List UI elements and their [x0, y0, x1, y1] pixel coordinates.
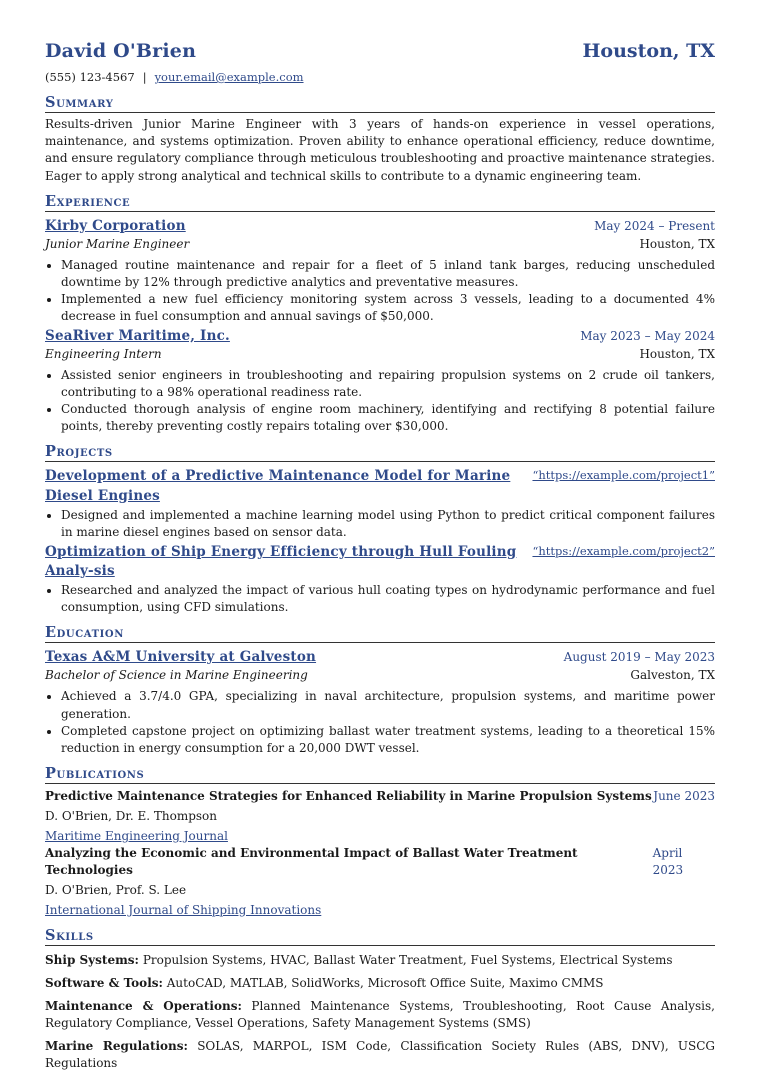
section-title-summary: Summary: [45, 94, 715, 113]
publication-journal-link[interactable]: International Journal of Shipping Innovations: [45, 902, 322, 917]
resume-page: [45, 0, 715, 1072]
skill-value: Planned Maintenance Systems, Troubleshooting, Root Cause Analysis, Regulatory Compliance, Vessel Operations, Safety Management Systems (SMS): [45, 999, 715, 1031]
project-url-link[interactable]: “https://example.com/project1”: [532, 468, 715, 483]
project-title-link[interactable]: Optimization of Ship Energy Efficiency through Hull Fouling Analy-sis: [45, 543, 517, 579]
bullet-item: • Assisted senior engineers in troubleshooting and repairing propulsion systems on 2 crude oil tankers, contributing to a 98% operational readiness rate.: [61, 367, 715, 401]
skill-value: Propulsion Systems, HVAC, Ballast Water Treatment, Fuel Systems, Electrical Systems: [142, 953, 673, 968]
experience-entry: [45, 217, 715, 325]
bullet-item: • Managed routine maintenance and repair for a fleet of 5 inland tank barges, reducing unscheduled downtime by 12% through predictive analytics and preventative measures.: [61, 257, 715, 291]
section-title-projects: Projects: [45, 443, 715, 462]
publication-authors: D. O'Brien, Dr. E. Thompson: [45, 808, 217, 823]
skill-label: Ship Systems:: [45, 953, 139, 968]
skill-line: [45, 952, 715, 969]
section-title-publications: Publications: [45, 765, 715, 784]
company-link[interactable]: SeaRiver Maritime, Inc.: [45, 327, 230, 344]
company-link[interactable]: Kirby Corporation: [45, 217, 186, 234]
skill-label: Maintenance & Operations:: [45, 999, 242, 1014]
summary-text: Results-driven Junior Marine Engineer with 3 years of hands-on experience in vessel operations, maintenance, and systems optimization. Proven ability to enhance operational efficiency, reduce downtime, and ensure regulatory compliance through meticulous troubleshooting and proactive maintenance strategies. Eager to apply strong analytical and technical skills to contribute to a dynamic engineering team.: [45, 117, 715, 183]
bullet-item: • Designed and implemented a machine learning model using Python to predict critical component failures in marine diesel engines based on sensor data.: [61, 507, 715, 541]
project-title-link[interactable]: Development of a Predictive Maintenance Model for Marine Diesel Engines: [45, 468, 511, 504]
job-title: Engineering Intern: [45, 347, 162, 362]
bullet-list: [45, 507, 715, 541]
publication-entry: [45, 845, 715, 919]
education-entry: [45, 648, 715, 756]
school-location: Galveston, TX: [630, 668, 715, 683]
contact-line: [45, 69, 715, 85]
skill-value: SOLAS, MARPOL, ISM Code, Classification Society Rules (ABS, DNV), USCG Regulations: [45, 1039, 715, 1071]
section-title-experience: Experience: [45, 193, 715, 212]
publication-authors: D. O'Brien, Prof. S. Lee: [45, 882, 187, 897]
section-title-skills: Skills: [45, 927, 715, 946]
skill-line: [45, 975, 715, 992]
bullet-item: • Implemented a new fuel efficiency monitoring system across 3 vessels, leading to a documented 4% decrease in fuel consumption and annual savings of $50,000.: [61, 291, 715, 325]
skill-label: Software & Tools:: [45, 976, 163, 991]
candidate-location: Houston, TX: [582, 40, 715, 62]
publication-title: Predictive Maintenance Strategies for Enhanced Reliability in Marine Propulsion Systems: [45, 788, 652, 803]
publication-title: Analyzing the Economic and Environmental Impact of Ballast Water Treatment Technologies: [45, 845, 578, 877]
section-title-education: Education: [45, 624, 715, 643]
contact-separator: |: [142, 69, 147, 84]
bullet-list: [45, 257, 715, 325]
bullet-item: • Conducted thorough analysis of engine room machinery, identifying and rectifying 8 potential failure points, thereby preventing costly repairs totaling over $30,000.: [61, 401, 715, 435]
skill-value: AutoCAD, MATLAB, SolidWorks, Microsoft Office Suite, Maximo CMMS: [166, 976, 604, 991]
bullet-item: • Achieved a 3.7/4.0 GPA, specializing in naval architecture, propulsion systems, and maritime power generation.: [61, 688, 715, 722]
publication-journal-link[interactable]: Maritime Engineering Journal: [45, 828, 228, 843]
candidate-name: David O'Brien: [45, 40, 197, 62]
experience-dates: May 2024 – Present: [594, 218, 715, 233]
bullet-item: • Researched and analyzed the impact of various hull coating types on hydrodynamic performance and fuel consumption, using CFD simulations.: [61, 582, 715, 616]
experience-entry: [45, 327, 715, 435]
education-dates: August 2019 – May 2023: [563, 650, 715, 665]
bullet-item: • Completed capstone project on optimizing ballast water treatment systems, leading to a theoretical 15% reduction in energy consumption for a 20,000 DWT vessel.: [61, 723, 715, 757]
bullet-list: [45, 582, 715, 616]
school-link[interactable]: Texas A&M University at Galveston: [45, 649, 317, 666]
publication-entry: [45, 788, 715, 845]
skill-line: [45, 1038, 715, 1072]
project-entry: [45, 543, 715, 616]
experience-dates: May 2023 – May 2024: [580, 328, 715, 343]
email-link[interactable]: your.email@example.com: [154, 69, 304, 84]
header: [45, 38, 715, 65]
job-location: Houston, TX: [639, 347, 715, 362]
job-title: Junior Marine Engineer: [45, 236, 190, 251]
skill-line: [45, 998, 715, 1032]
phone-number: (555) 123-4567: [45, 69, 135, 84]
degree: Bachelor of Science in Marine Engineering: [45, 668, 308, 683]
skill-label: Marine Regulations:: [45, 1039, 188, 1054]
bullet-list: [45, 367, 715, 435]
project-entry: [45, 467, 715, 540]
publication-date: June 2023: [653, 788, 715, 803]
bullet-list: [45, 688, 715, 756]
project-url-link[interactable]: “https://example.com/project2”: [532, 543, 715, 558]
publication-date: April 2023: [652, 845, 684, 877]
job-location: Houston, TX: [639, 236, 715, 251]
